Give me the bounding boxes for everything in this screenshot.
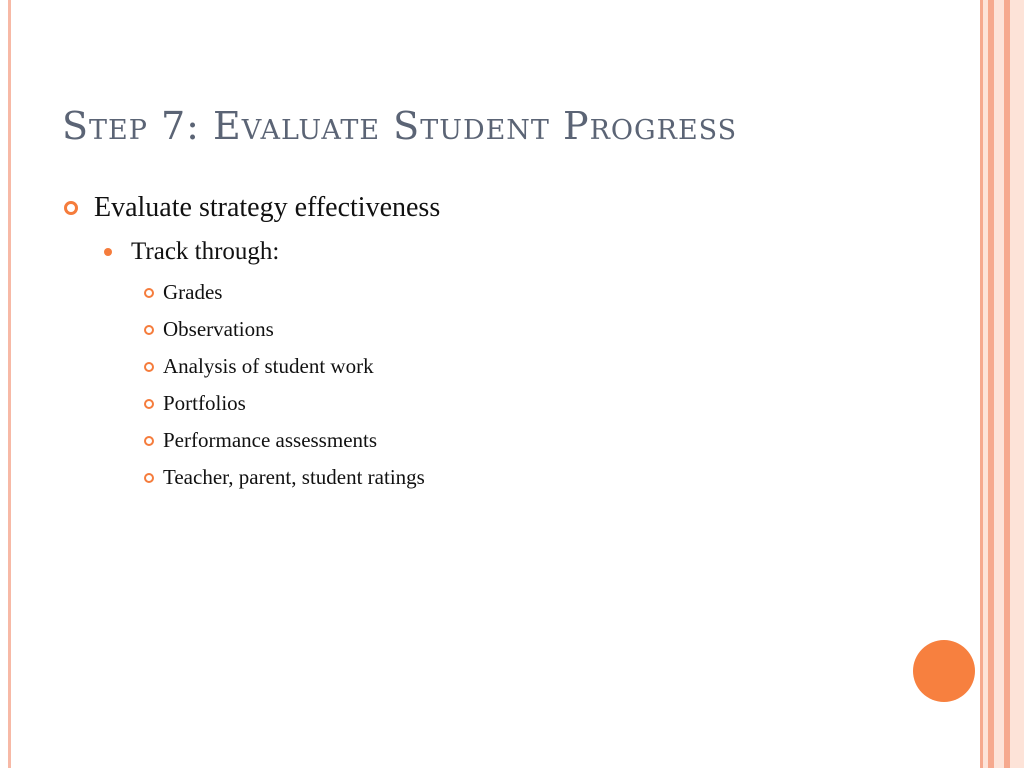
stripe <box>994 0 1004 768</box>
sub-item-list <box>144 274 942 496</box>
ring-bullet-icon <box>64 201 78 215</box>
small-ring-bullet-icon <box>144 436 154 446</box>
list-item-text: Grades <box>163 280 223 304</box>
list-item-text: Performance assessments <box>163 428 378 452</box>
left-border-line <box>8 0 11 768</box>
list-item <box>144 311 942 348</box>
bullet-level1-text: Evaluate strategy effectiveness <box>94 192 441 223</box>
small-ring-bullet-icon <box>144 325 154 335</box>
right-decorative-stripes <box>980 0 1024 768</box>
list-item-text: Portfolios <box>163 391 246 415</box>
list-item-text: Teacher, parent, student ratings <box>163 465 425 489</box>
orange-circle-decoration <box>913 640 975 702</box>
list-item <box>144 385 942 422</box>
bullet-level2 <box>104 230 942 274</box>
small-ring-bullet-icon <box>144 399 154 409</box>
list-item <box>144 274 942 311</box>
bullet-level2-text: Track through: <box>131 238 280 265</box>
list-item-text: Observations <box>163 317 274 341</box>
slide-content <box>62 186 942 496</box>
list-item <box>144 348 942 385</box>
list-item <box>144 422 942 459</box>
list-item <box>144 459 942 496</box>
list-item-text: Analysis of student work <box>163 354 374 378</box>
dot-bullet-icon <box>104 248 112 256</box>
bullet-level1 <box>62 186 942 230</box>
slide-title: Step 7: Evaluate Student Progress <box>62 104 738 148</box>
stripe <box>1010 0 1024 768</box>
small-ring-bullet-icon <box>144 362 154 372</box>
small-ring-bullet-icon <box>144 473 154 483</box>
small-ring-bullet-icon <box>144 288 154 298</box>
